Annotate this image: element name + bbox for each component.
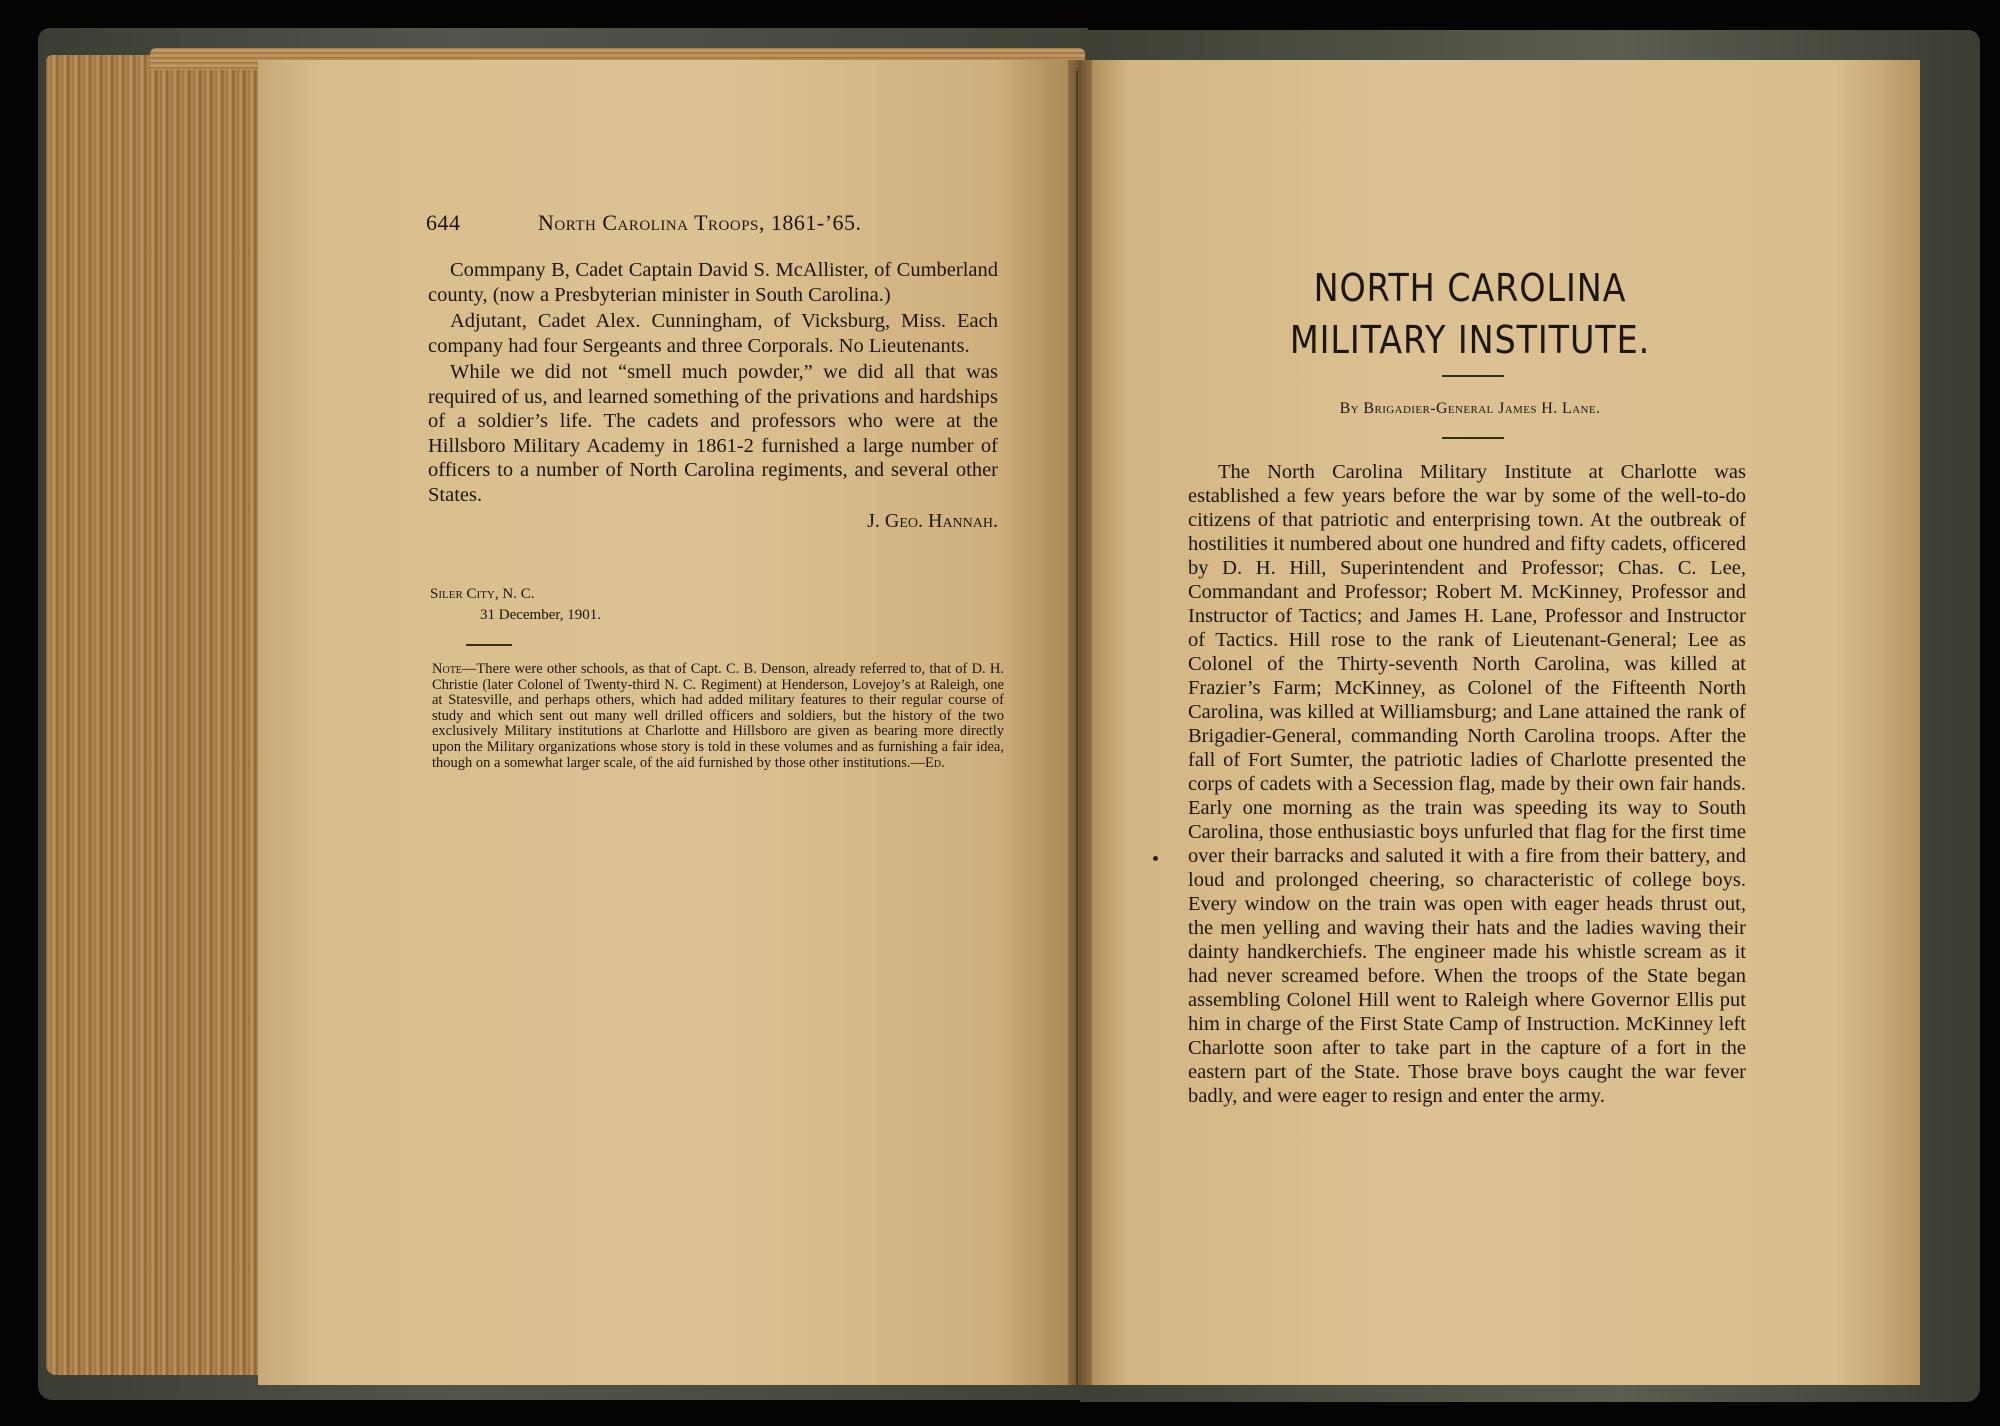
page-number: 644 xyxy=(426,210,461,235)
title-rule-top xyxy=(1442,375,1504,377)
left-body xyxy=(428,258,998,534)
book-gutter xyxy=(1068,60,1092,1385)
right-body xyxy=(1188,460,1746,1108)
chapter-title: NORTH CAROLINA MILITARY INSTITUTE. xyxy=(1289,266,1651,362)
dateline-date: 31 December, 1901. xyxy=(480,607,602,623)
title-rule-bottom xyxy=(1442,437,1504,439)
note-text: —There were other schools, as that of Capt. C. B. Denson, already referred to, that of D. H. Christie (later Colonel of Twenty-third N. C. Regiment) at Henderson, Lovejoy’s at Raleigh, one at Statesville, and perhaps others, which had added military features to their regular course of study and which sent out many well drilled officers and soldiers, but the history of the two exclusively Military institutions at Charlotte and Hillsboro are given as bearing more directly upon the Military organizations whose story is told in these volumes and as furnishing a fair idea, though on a somewhat larger scale, of the aid furnished by those other institutions. xyxy=(432,661,1004,771)
page-edges-left xyxy=(46,55,266,1375)
section-rule xyxy=(466,644,512,646)
signature: J. Geo. Hannah. xyxy=(867,510,998,532)
left-paragraph: Commpany B, Cadet Captain David S. McAllister, of Cumberland county, (now a Presbyterian minister in South Carolina.) xyxy=(428,259,998,306)
note-lead: Note xyxy=(432,661,462,677)
dateline-place: Siler City, N. C. xyxy=(430,586,535,602)
byline: By Brigadier-General James H. Lane. xyxy=(1339,400,1601,417)
editor-note xyxy=(432,662,1004,771)
right-paragraph: The North Carolina Military Institute at Charlotte was established a few years before the war by some of the well-to-do citizens of that patriotic and enterprising town. At the outbreak of hostilities it numbered about one hundred and fifty cadets, officered by D. H. Hill, Superintendent and Professor; Chas. C. Lee, Commandant and Professor; Robert M. McKinney, Professor and Instructor of Tactics; and James H. Lane, Professor and Instructor of Tactics. Hill rose to the rank of Lieutenant-General; Lee as Colonel of the Thirty-seventh North Carolina, was killed at Frazier’s Farm; McKinney, as Colonel of the Fifteenth North Carolina, was killed at Williamsburg; and Lane attained the rank of Brigadier-General, commanding North Carolina troops. After the fall of Fort Sumter, the patriotic ladies of Charlotte presented the corps of cadets with a Secession flag, made by their own fair hands. Early one morning as the train was speeding its way to South Carolina, those enthusiastic boys unfurled that flag for the first time over their barracks and saluted it with a fire from their battery, and loud and prolonged cheering, so characteristic of college boys. Every window on the train was open with eager heads thrust out, the men yelling and waving their hats and the ladies waving their dainty handkerchiefs. The engineer made his whistle scream as it had never screamed before. When the troops of the State began assembling Colonel Hill went to Raleigh where Governor Ellis put him in charge of the First State Camp of Instruction. McKinney left Charlotte soon after to take part in the capture of a fort in the eastern part of the State. Those brave boys caught the war fever badly, and were eager to resign and enter the army. xyxy=(1188,461,1746,1107)
left-paragraph: Adjutant, Cadet Alex. Cunningham, of Vicksburg, Miss. Each company had four Sergeants and three Corporals. No Lieutenants. xyxy=(428,310,998,357)
note-end: —Ed. xyxy=(910,754,945,771)
running-head-title: North Carolina Troops, 1861-’65. xyxy=(538,210,862,235)
left-paragraph: While we did not “smell much powder,” we did all that was required of us, and learned something of the privations and hardships of a soldier’s life. The cadets and professors who were at the Hillsboro Military Academy in 1861-2 furnished a large number of officers to a number of North Carolina regiments, and several other States. xyxy=(428,361,998,506)
margin-mark xyxy=(1153,856,1158,861)
